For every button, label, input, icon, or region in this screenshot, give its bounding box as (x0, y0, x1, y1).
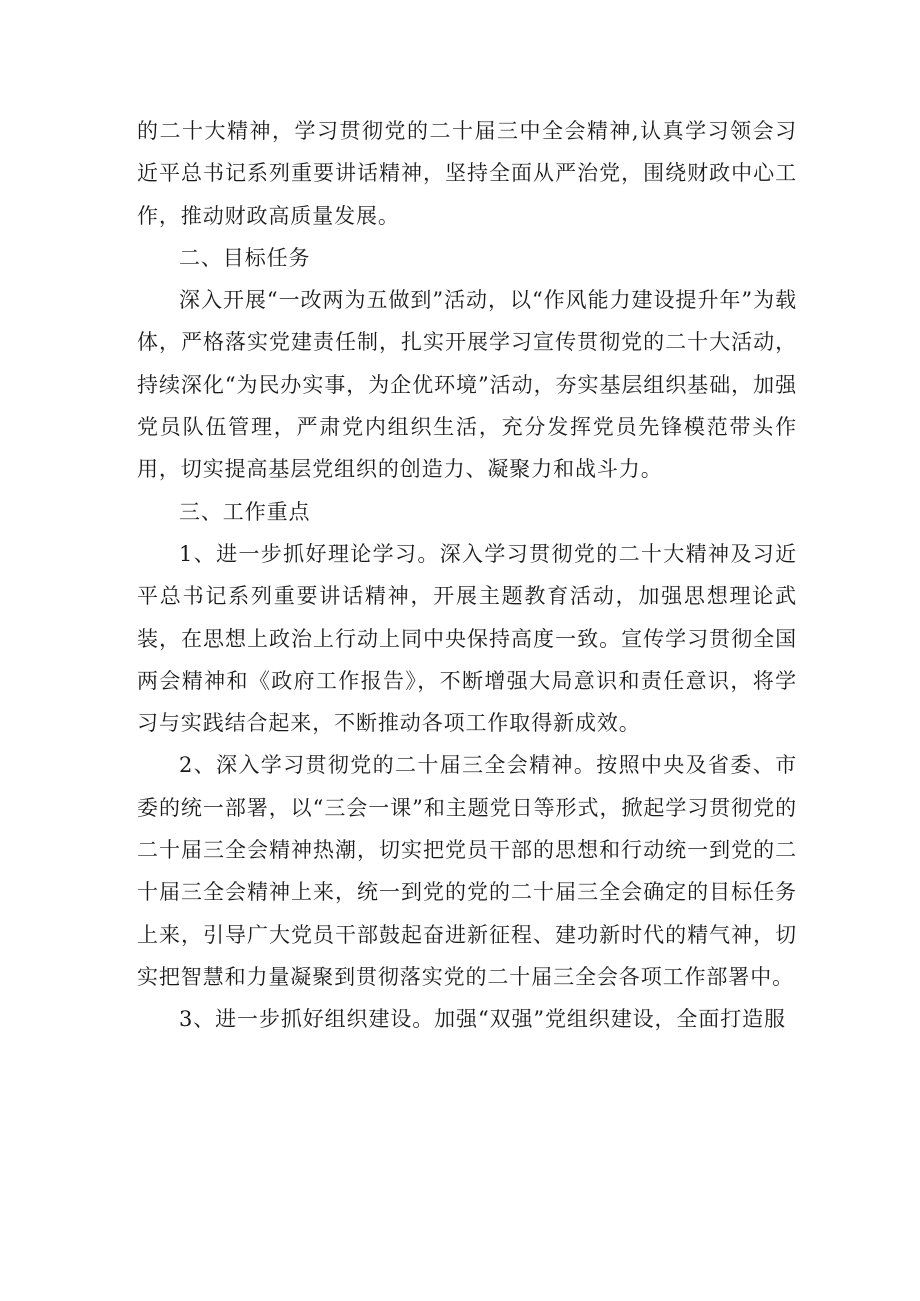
paragraph-item-3-organization: 3、进一步抓好组织建设。加强“双强”党组织建设，全面打造服 (179, 1007, 786, 1032)
paragraph-item-2-plenary-study: 2、深入学习贯彻党的二十届三全会精神。按照中央及省委、市委的统一部署，以“三会一课”和主题党日等形式，掀起学习贯彻党的二十届三全会精神热潮，切实把党员干部的思想和行动统一到党的二十届三全会精神上来，统一到党的党的二十届三全会确定的目标任务上来，引导广大党员干部鼓起奋进新征程、建功新时代的精气神，切实把智慧和力量凝聚到贯彻落实党的二十届三全会各项工作部署中。 (137, 753, 797, 989)
heading-goals-tasks: 二、目标任务 (179, 245, 311, 270)
paragraph-intro-continuation: 的二十大精神，学习贯彻党的二十届三中全会精神,认真学习领会习近平总书记系列重要讲话精神，坚持全面从严治党，围绕财政中心工作，推动财政高质量发展。 (137, 119, 797, 228)
document-body (137, 110, 797, 1041)
heading-work-focus: 三、工作重点 (179, 499, 311, 524)
paragraph-item-1-theory-study: 1、进一步抓好理论学习。深入学习贯彻党的二十大精神及习近平总书记系列重要讲话精神，开展主题教育活动，加强思想理论武装，在思想上政治上行动上同中央保持高度一致。宣传学习贯彻全国两会精神和《政府工作报告》，不断增强大局意识和责任意识，将学习与实践结合起来，不断推动各项工作取得新成效。 (137, 541, 797, 736)
paragraph-goals-tasks: 深入开展“一改两为五做到”活动，以“作风能力建设提升年”为载体，严格落实党建责任制，扎实开展学习宣传贯彻党的二十大活动，持续深化“为民办实事，为企优环境”活动，夯实基层组织基础，加强党员队伍管理，严肃党内组织生活，充分发挥党员先锋模范带头作用，切实提高基层党组织的创造力、凝聚力和战斗力。 (137, 288, 797, 482)
